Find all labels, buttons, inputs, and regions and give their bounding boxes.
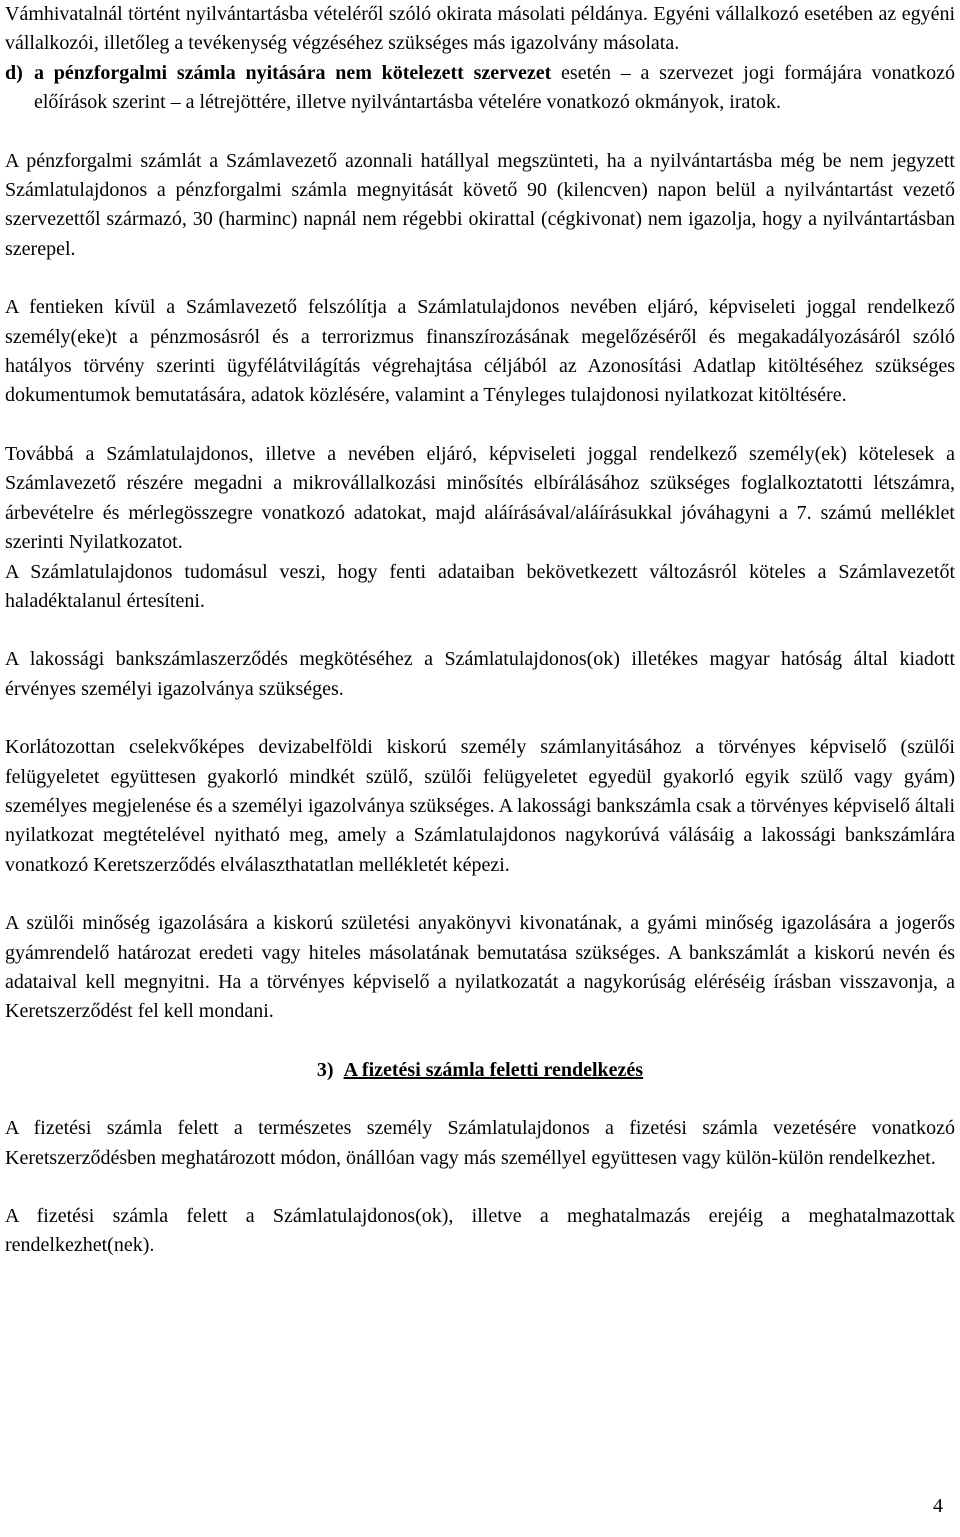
section-number: 3) [316, 1058, 334, 1081]
continuation-paragraph: Vámhivatalnál történt nyilvántartásba vételéről szóló okirata másolati példánya. Egyéni vállalkozó esetében az egyéni vállalkozói, illetőleg a tevékenység végzéséhez szükséges más igazolvány másolata. [5, 3, 955, 55]
list-item-lead: a pénzforgalmi számla nyitására nem kötelezett szervezet [34, 61, 552, 84]
list-item-marker: d) [5, 61, 23, 84]
paragraph: A lakossági bankszámlaszerződés megkötéséhez a Számlatulajdonos(ok) illetékes magyar hatóság által kiadott érvényes személyi igazolványa szükséges. [5, 648, 955, 700]
paragraph: A fizetési számla felett a Számlatulajdonos(ok), illetve a meghatalmazás erejéig a meghatalmazottak rendelkezhet(nek). [5, 1205, 955, 1257]
document-page [5, 0, 955, 1261]
paragraph: Korlátozottan cselekvőképes devizabelföldi kiskorú személy számlanyitásához a törvényes képviselő (szülői felügyeletet együttesen gyakorló mindkét szülő, szülői felügyeletet egyedül gyakorló egyik szülő vagy gyám) személyes megjelenése és a személyi igazolványa szükséges. A lakossági bankszámla csak a törvényes képviselő általi nyilatkozat megtételével nyitható meg, amely a Számlatulajdonos nagykorúvá válásáig a lakossági bankszámlára vonatkozó Keretszerződés elválaszthatatlan mellékletét képezi. [5, 736, 955, 876]
paragraph: A fizetési számla felett a természetes személy Számlatulajdonos a fizetési számla vezetésére vonatkozó Keretszerződésben meghatározott módon, önállóan vagy más személlyel együttesen vagy külön-külön rendelkezhet. [5, 1117, 955, 1169]
paragraph: Továbbá a Számlatulajdonos, illetve a nevében eljáró, képviseleti joggal rendelkező személy(ek) kötelesek a Számlavezető részére megadni a mikrovállalkozási minősítés elbírálásához szükséges foglalkoztatotti létszámra, árbevételre és mérlegösszegre vonatkozó adatokat, majd aláírásával/aláírásukkal jóváhagyni a 7. számú melléklet szerinti Nyilatkozatot. [5, 442, 955, 554]
list-item-text: esetén – a szervezet jogi formájára vonatkozó előírások szerint – a létrejöttére, illetve nyilvántartásba vételére vonatkozó okmányok, iratok. [34, 61, 955, 114]
section-heading [5, 1056, 955, 1085]
paragraph: A Számlatulajdonos tudomásul veszi, hogy fenti adataiban bekövetkezett változásról köteles a Számlavezetőt haladéktalanul értesíteni. [5, 560, 955, 612]
paragraph: A fentieken kívül a Számlavezető felszólítja a Számlatulajdonos nevében eljáró, képviseleti joggal rendelkező személy(eke)t a pénzmosásról és a terrorizmus finanszírozásának megelőzéséről és megakadályozásáról szóló hatályos törvény szerinti ügyfélátvilágítás végrehajtása céljából az Azonosítási Adatlap kitöltéséhez szükséges dokumentumok bemutatására, adatok közlésére, valamint a Tényleges tulajdonosi nyilatkozat kitöltésére. [5, 296, 955, 407]
paragraph: A szülői minőség igazolására a kiskorú születési anyakönyvi kivonatának, a gyámi minőség igazolására a jogerős gyámrendelő határozat eredeti vagy hiteles másolatának bemutatása szükséges. A bankszámlát a kiskorú nevén és adataival kell megnyitni. Ha a törvényes képviselő a nyilatkozatát a nagykorúság eléréséig írásban visszavonja, a Keretszerződést fel kell mondani. [5, 912, 955, 1023]
section-title: A fizetési számla feletti rendelkezés [343, 1058, 644, 1081]
paragraph: A pénzforgalmi számlát a Számlavezető azonnali hatállyal megszünteti, ha a nyilvántartásba még be nem jegyzett Számlatulajdonos a pénzforgalmi számla megnyitását követő 90 (kilencven) napon belül a nyilvántartást vezető szervezettől származó, 30 (harminc) napnál nem régebbi okirattal (cégkivonat) nem igazolja, hogy a nyilvántartásban szerepel. [5, 149, 955, 260]
page-number: 4 [933, 1495, 943, 1517]
list-item-d [5, 59, 955, 118]
